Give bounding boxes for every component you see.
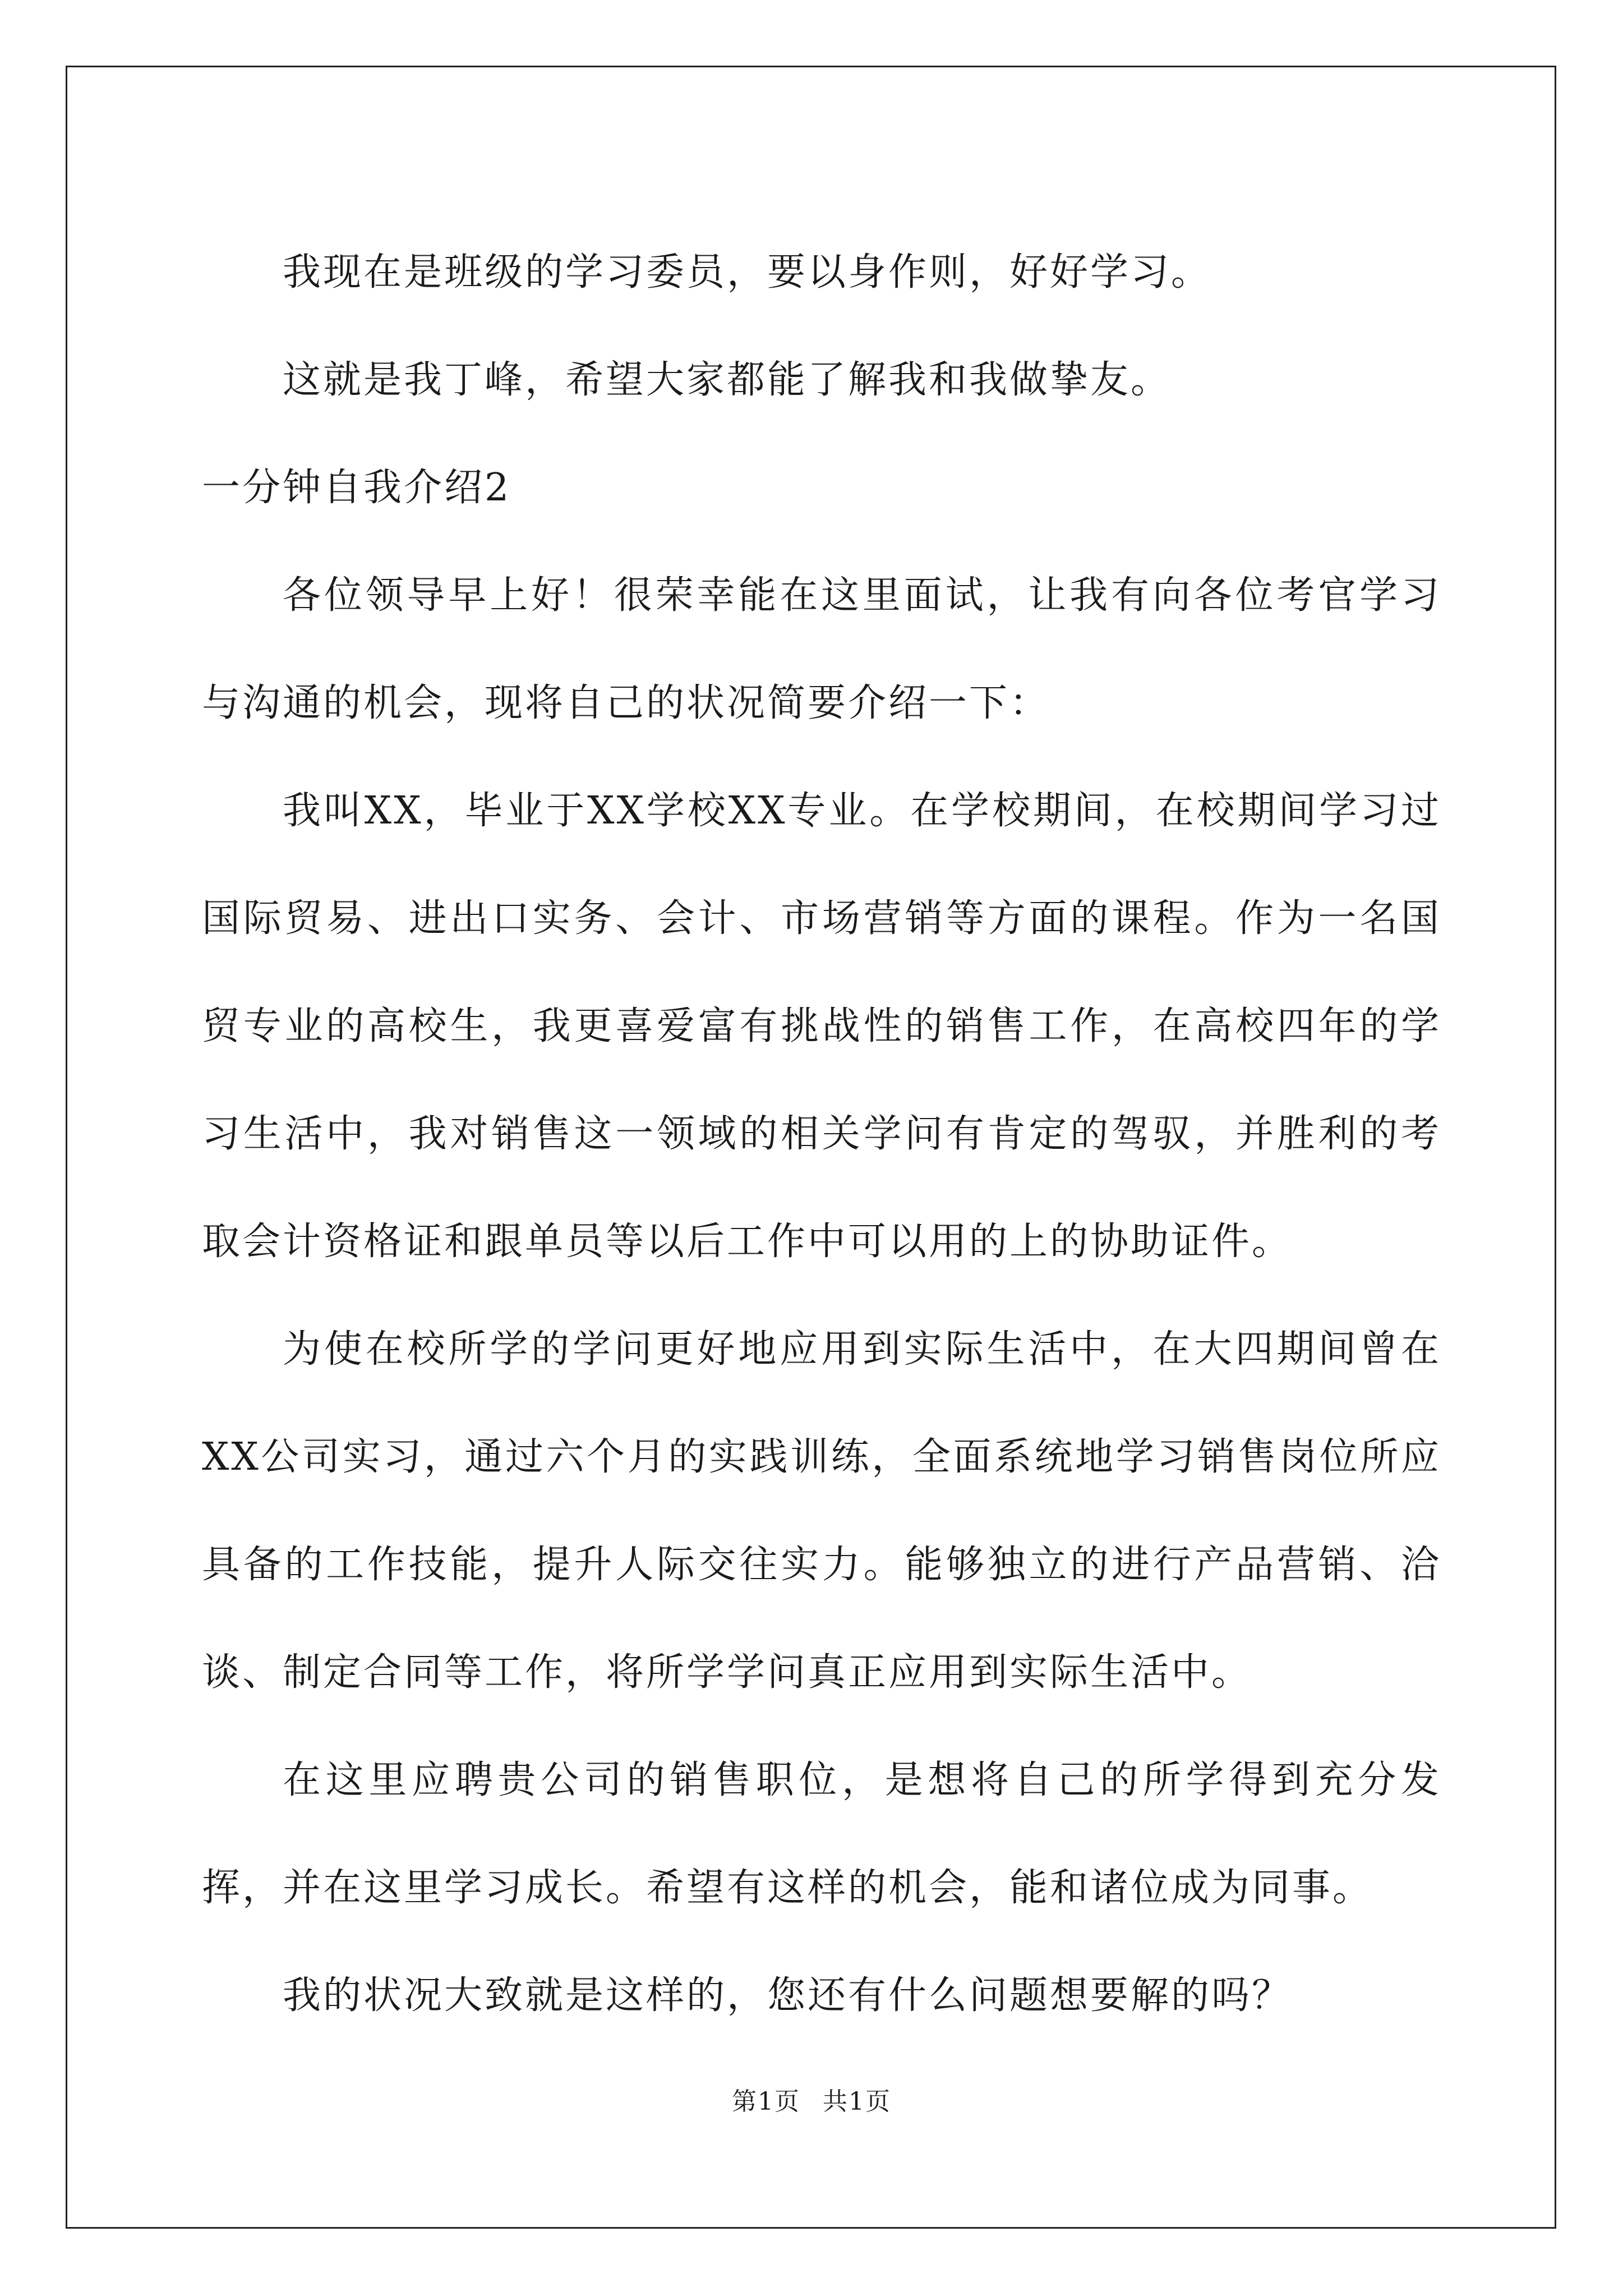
paragraph: 我的状况大致就是这样的，您还有什么问题想要解的吗？	[283, 1973, 1293, 2018]
document-body	[202, 219, 1441, 2050]
section-title: 一分钟自我介绍2	[202, 466, 511, 510]
paragraph: 我现在是班级的学习委员，要以身作则，好好学习。	[283, 250, 1212, 295]
page-number: 第1页	[732, 2087, 800, 2116]
paragraph: 我叫XX，毕业于XX学校XX专业。在学校期间，在校期间学习过国际贸易、进出口实务、会计、市场营销等方面的课程。作为一名国贸专业的高校生，我更喜爱富有挑战性的销售工作，在高校四年的学习生活中，我对销售这一领域的相关学问有肯定的驾驭，并胜利的考取会计资格证和跟单员等以后工作中可以用的上的协助证件。	[202, 789, 1441, 1264]
paragraph: 在这里应聘贵公司的销售职位，是想将自己的所学得到充分发挥，并在这里学习成长。希望有这样的机会，能和诸位成为同事。	[202, 1758, 1441, 1910]
paragraph: 各位领导早上好！很荣幸能在这里面试，让我有向各位考官学习与沟通的机会，现将自己的状况简要介绍一下：	[202, 573, 1441, 725]
page-footer	[0, 2081, 1623, 2117]
paragraph: 为使在校所学的学问更好地应用到实际生活中，在大四期间曾在XX公司实习，通过六个月的实践训练，全面系统地学习销售岗位所应具备的工作技能，提升人际交往实力。能够独立的进行产品营销、洽谈、制定合同等工作，将所学学问真正应用到实际生活中。	[202, 1327, 1441, 1695]
page-total: 共1页	[823, 2087, 891, 2116]
paragraph: 这就是我丁峰，希望大家都能了解我和我做挚友。	[283, 358, 1172, 402]
